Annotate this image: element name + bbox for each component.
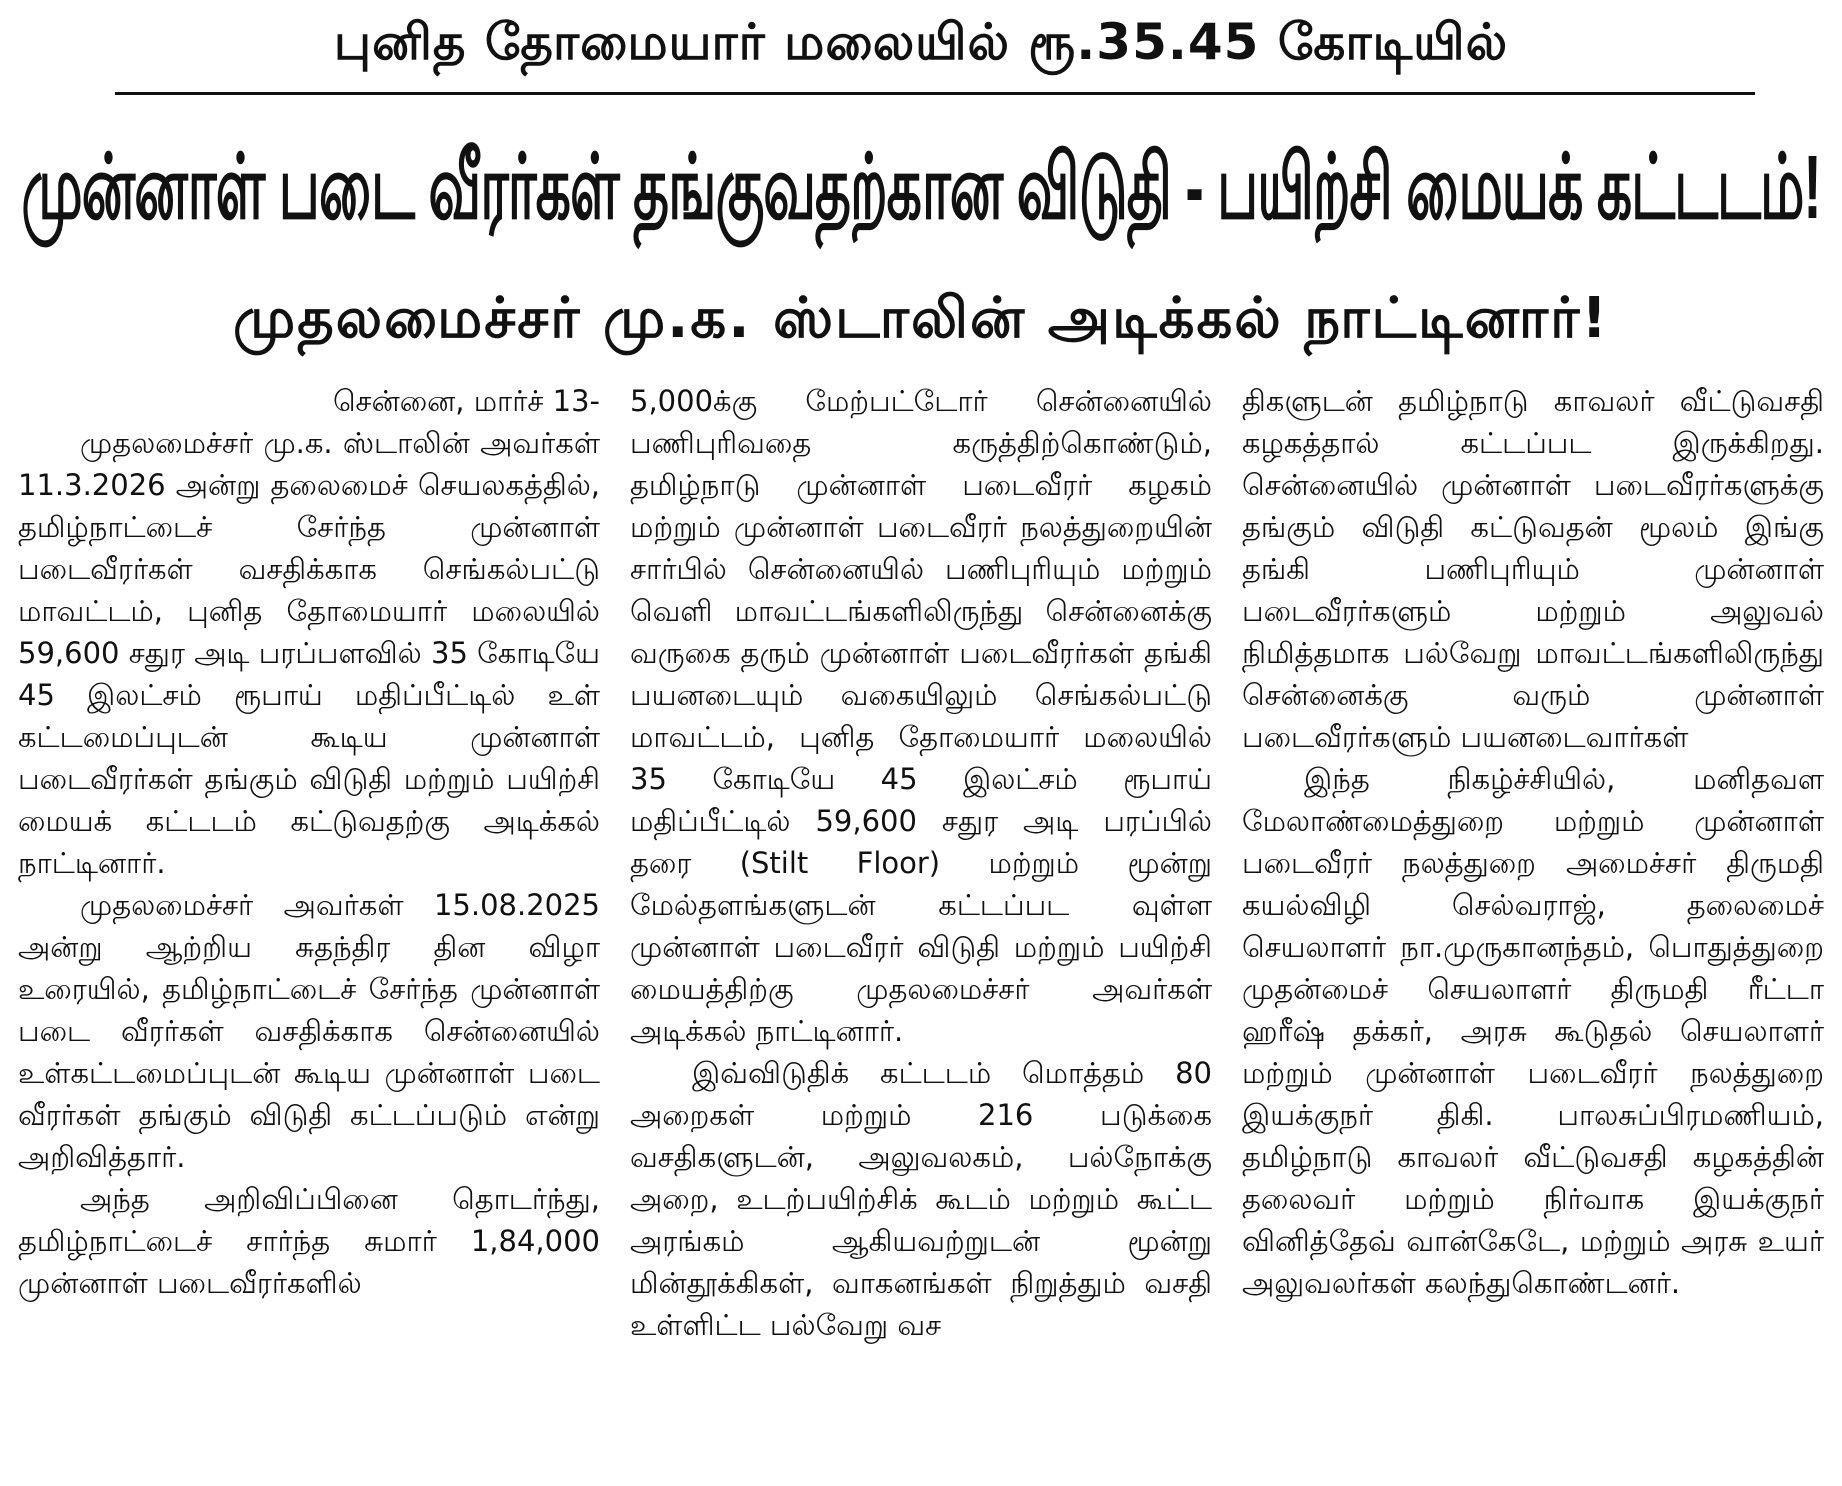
article-column-2 — [630, 380, 1212, 1470]
paragraph: திகளுடன் தமிழ்நாடு காவலர் வீட்டுவசதி கழகத்தால் கட்டப்பட இருக்கிறது. சென்னையில் முன்னாள் படைவீரர்களுக்கு தங்கும் விடுதி கட்டுவதன் மூலம் இங்கு தங்கி பணிபுரியும் முன்னாள் படைவீரர்களும் மற்றும் அலுவல் நிமித்தமாக பல்வேறு மாவட்டங்களிலிருந்து சென்னைக்கு வரும் முன்னாள் படைவீரர்களும் பயனடைவார்கள் — [1242, 384, 1824, 754]
paragraph: முதலமைச்சர் மு.க. ஸ்டாலின் அவர்கள் 11.3.2026 அன்று தலைமைச் செயலகத்தில், தமிழ்நாட்டைச் சேர்ந்த முன்னாள் படைவீரர்கள் வசதிக்காக செங்கல்பட்டு மாவட்டம், புனித தோமையார் மலையில் 59,600 சதுர அடி பரப்பளவில் 35 கோடியே 45 இலட்சம் ரூபாய் மதிப்பீட்டில் உள் கட்டமைப்புடன் கூடிய முன்னாள் படைவீரர்கள் தங்கும் விடுதி மற்றும் பயிற்சி மையக் கட்டடம் கட்டுவதற்கு அடிக்கல் நாட்டினார். — [18, 426, 600, 880]
article-column-3 — [1242, 380, 1824, 1470]
headline-line-3: முதலமைச்சர் மு.க. ஸ்டாலின் அடிக்கல் நாட்டினார்! — [233, 286, 1609, 351]
article-body — [18, 380, 1824, 1470]
article-column-1 — [18, 380, 600, 1470]
dateline: சென்னை, மார்ச் 13- — [332, 384, 600, 418]
headline-line-1: புனித தோமையார் மலையில் ரூ.35.45 கோடியில் — [333, 12, 1509, 71]
headline-line-2: முன்னாள் படை வீரர்கள் தங்குவதற்கான விடுதி - பயிற்சி மையக் கட்டடம்! — [21, 136, 1821, 238]
paragraph: முதலமைச்சர் அவர்கள் 15.08.2025 அன்று ஆற்றிய சுதந்திர தின விழா உரையில், தமிழ்நாட்டைச் சேர்ந்த முன்னாள் படை வீரர்கள் வசதிக்காக சென்னையில் உள்கட்டமைப்புடன் கூடிய முன்னாள் படை வீரர்கள் தங்கும் விடுதி கட்டப்படும் என்று அறிவித்தார். — [18, 888, 600, 1174]
paragraph: 5,000க்கு மேற்பட்டோர் சென்னையில் பணிபுரிவதை கருத்திற்கொண்டும், தமிழ்நாடு முன்னாள் படைவீரர் கழகம் மற்றும் முன்னாள் படைவீரர் நலத்துறையின் சார்பில் சென்னையில் பணிபுரியும் மற்றும் வெளி மாவட்டங்களிலிருந்து சென்னைக்கு வருகை தரும் முன்னாள் படைவீரர்கள் தங்கி பயனடையும் வகையிலும் செங்கல்பட்டு மாவட்டம், புனித தோமையார் மலையில் 35 கோடியே 45 இலட்சம் ரூபாய் மதிப்பீட்டில் 59,600 சதுர அடி பரப்பில் தரை (Stilt Floor) மற்றும் மூன்று மேல்தளங்களுடன் கட்டப்பட வுள்ள முன்னாள் படைவீரர் விடுதி மற்றும் பயிற்சி மையத்திற்கு முதலமைச்சர் அவர்கள் அடிக்கல் நாட்டினார். — [630, 384, 1212, 1048]
paragraph: இந்த நிகழ்ச்சியில், மனிதவள மேலாண்மைத்துறை மற்றும் முன்னாள் படைவீரர் நலத்துறை அமைச்சர் திருமதி கயல்விழி செல்வராஜ், தலைமைச் செயலாளர் நா.முருகானந்தம், பொதுத்துறை முதன்மைச் செயலாளர் திருமதி ரீட்டா ஹரீஷ் தக்கர், அரசு கூடுதல் செயலாளர் மற்றும் முன்னாள் படைவீரர் நலத்துறை இயக்குநர் திகி. பாலசுப்பிரமணியம், தமிழ்நாடு காவலர் வீட்டுவசதி கழகத்தின் தலைவர் மற்றும் நிர்வாக இயக்குநர் வினித்தேவ் வான்கேடே, மற்றும் அரசு உயர் அலுவலர்கள் கலந்துகொண்டனர். — [1242, 762, 1824, 1300]
paragraph: இவ்விடுதிக் கட்டடம் மொத்தம் 80 அறைகள் மற்றும் 216 படுக்கை வசதிகளுடன், அலுவலகம், பல்நோக்கு அறை, உடற்பயிற்சிக் கூடம் மற்றும் கூட்ட அரங்கம் ஆகியவற்றுடன் மூன்று மின்தூக்கிகள், வாகனங்கள் நிறுத்தும் வசதி உள்ளிட்ட பல்வேறு வச — [630, 1056, 1212, 1342]
paragraph: அந்த அறிவிப்பினை தொடர்ந்து, தமிழ்நாட்டைச் சார்ந்த சுமார் 1,84,000 முன்னாள் படைவீரர்களில் — [18, 1182, 600, 1300]
